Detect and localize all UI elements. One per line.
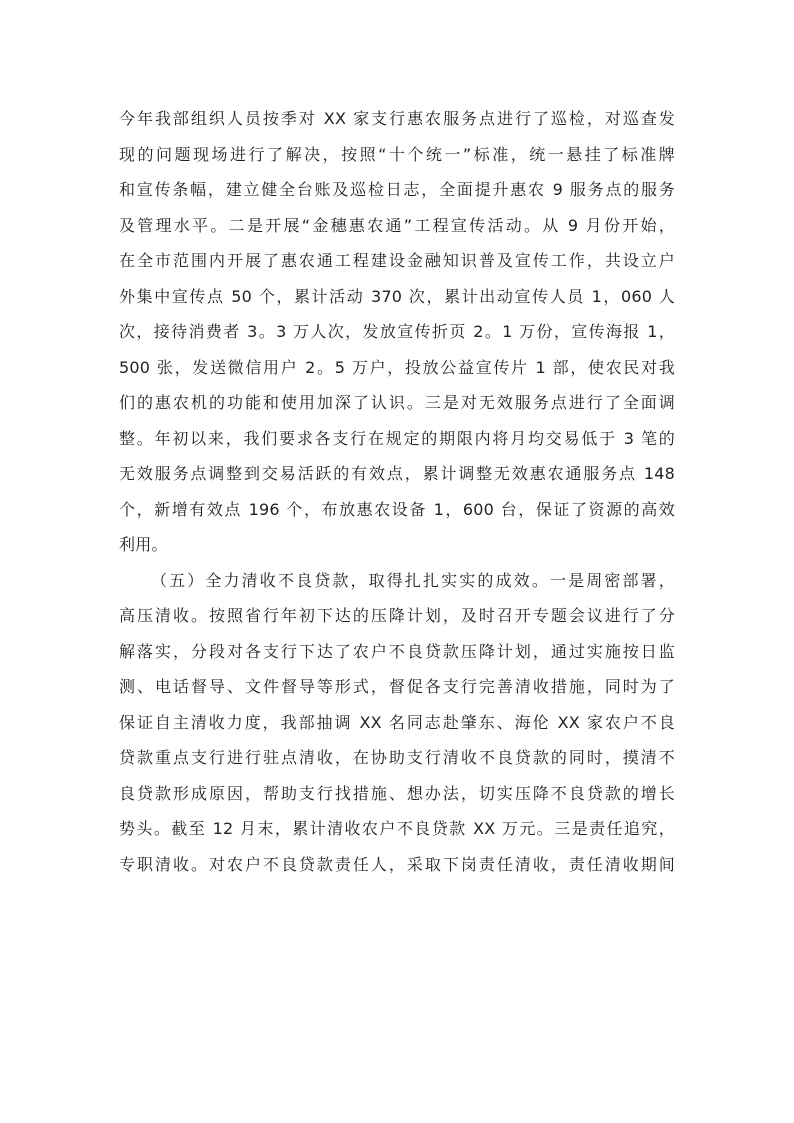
body-text (119, 101, 675, 882)
text-line: 现的问题现场进行了解决，按照“十个统一”标准，统一悬挂了标准牌 (119, 144, 675, 164)
text-line: 500 张，发送微信用户 2。5 万户，投放公益宣传片 1 部，使农民对我 (119, 357, 675, 377)
text-line: 们的惠农机的功能和使用加深了认识。三是对无效服务点进行了全面调 (119, 393, 675, 412)
text-line: 在全市范围内开展了惠农通工程建设金融知识普及宣传工作，共设立户 (119, 251, 675, 270)
text-line: 利用。 (119, 535, 168, 554)
text-line: 贷款重点支行进行驻点清收，在协助支行清收不良贷款的同时，摸清不 (119, 748, 675, 767)
text-line: 良贷款形成原因，帮助支行找措施、想办法，切实压降不良贷款的增长 (119, 783, 675, 803)
text-line: 势头。截至 12 月末，累计清收农户不良贷款 XX 万元。三是责任追究， (119, 819, 675, 838)
text-line: 无效服务点调整到交易活跃的有效点，累计调整无效惠农通服务点 148 (119, 464, 675, 483)
text-line: 及管理水平。二是开展“金穗惠农通”工程宣传活动。从 9 月份开始， (119, 215, 675, 235)
text-line: 保证自主清收力度，我部抽调 XX 名同志赴肇东、海伦 XX 家农户不良 (119, 712, 675, 732)
text-line: 今年我部组织人员按季对 XX 家支行惠农服务点进行了巡检，对巡查发 (119, 109, 675, 128)
text-line: （五）全力清收不良贷款，取得扎扎实实的成效。一是周密部署， (151, 570, 675, 590)
text-line: 专职清收。对农户不良贷款责任人，采取下岗责任清收，责任清收期间 (119, 854, 675, 874)
text-line: 外集中宣传点 50 个，累计活动 370 次，累计出动宣传人员 1，060 人 (119, 286, 675, 306)
text-line: 测、电话督导、文件督导等形式，督促各支行完善清收措施，同时为了 (119, 677, 675, 696)
text-line: 和宣传条幅，建立健全台账及巡检日志，全面提升惠农 9 服务点的服务 (119, 180, 675, 199)
text-line: 个，新增有效点 196 个，布放惠农设备 1，600 台，保证了资源的高效 (119, 499, 675, 519)
text-line: 高压清收。按照省行年初下达的压降计划，及时召开专题会议进行了分 (119, 606, 675, 625)
text-line: 整。年初以来，我们要求各支行在规定的期限内将月均交易低于 3 笔的 (119, 428, 675, 448)
text-line: 解落实，分段对各支行下达了农户不良贷款压降计划，通过实施按日监 (119, 641, 675, 661)
text-line: 次，接待消费者 3。3 万人次，发放宣传折页 2。1 万份，宣传海报 1， (119, 322, 675, 341)
